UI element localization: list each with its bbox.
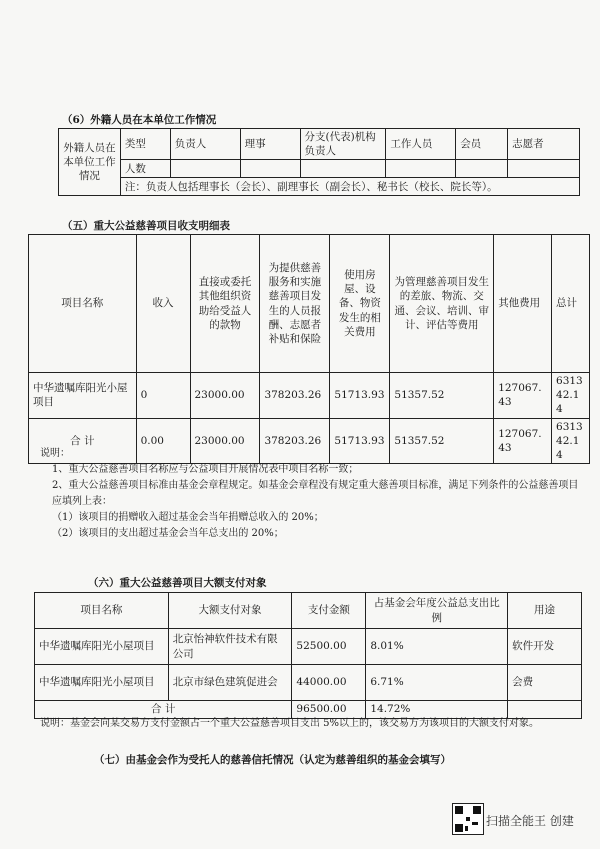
table-row <box>35 629 582 665</box>
cell-total: 631342.14 <box>552 373 590 419</box>
header-cell: 直接或委托其他组织资助给受益人的款物 <box>190 235 260 373</box>
cell-project: 中华遗嘱库阳光小屋项目 <box>35 629 169 665</box>
cell-project: 中华遗嘱库阳光小屋项目 <box>35 665 169 701</box>
cell-facility: 51713.93 <box>330 373 390 419</box>
table-cell <box>508 160 580 178</box>
cell-payee: 北京怡神软件技术有限公司 <box>168 629 292 665</box>
header-cell: 支付金额 <box>292 593 366 629</box>
section6b-title: （六）重大公益慈善项目大额支付对象 <box>88 577 267 589</box>
header-cell: 类型 <box>120 129 170 160</box>
note-line: （1）该项目的捐赠收入超过基金会当年捐赠总收入的 20%； <box>52 512 324 523</box>
cell-grants: 23000.00 <box>190 418 260 464</box>
cell-total: 631342.14 <box>552 418 590 464</box>
cell-project: 中华遗嘱库阳光小屋项目 <box>29 373 137 419</box>
header-cell: 工作人员 <box>386 129 456 160</box>
header-cell: 项目名称 <box>29 235 137 373</box>
header-cell: 占基金会年度公益总支出比例 <box>366 593 508 629</box>
scanner-watermark: 扫描全能王 创建 <box>486 814 574 828</box>
major-projects-table <box>28 234 590 464</box>
large-payments-table <box>34 592 582 719</box>
cell-amount: 44000.00 <box>292 665 366 701</box>
table-cell <box>386 160 456 178</box>
cell-income: 0 <box>136 373 190 419</box>
cell-total-amount: 96500.00 <box>292 701 366 719</box>
section5-notes <box>40 446 580 542</box>
qr-code-icon <box>452 803 484 835</box>
section6b-note: 说明：基金会向某交易方支付金额占一个重大公益慈善项目支出 5%以上的，该交易方为该项目的大额支付对象。 <box>40 718 540 729</box>
note-line: 1、重大公益慈善项目名称应与公益项目开展情况表中项目名称一致； <box>52 464 359 475</box>
note-line: 说明： <box>40 448 70 459</box>
header-cell: 为管理慈善项目发生的差旅、物流、交通、会议、培训、审计、评估等费用 <box>390 235 494 373</box>
cell-income: 0.00 <box>136 418 190 464</box>
section5-title: （五）重大公益慈善项目收支明细表 <box>62 220 230 232</box>
table-row <box>29 373 590 419</box>
header-cell: 会员 <box>456 129 508 160</box>
cell-total-label: 合 计 <box>35 701 292 719</box>
cell-other: 127067.43 <box>494 373 552 419</box>
table-cell <box>300 160 386 178</box>
header-cell: 其他费用 <box>494 235 552 373</box>
header-cell: 收入 <box>136 235 190 373</box>
header-cell: 大额支付对象 <box>168 593 292 629</box>
header-cell: 使用房屋、设备、物资发生的相关费用 <box>330 235 390 373</box>
header-cell: 志愿者 <box>508 129 580 160</box>
cell-project: 合 计 <box>29 418 137 464</box>
table-cell <box>240 160 300 178</box>
cell-facility: 51713.93 <box>330 418 390 464</box>
cell-purpose: 会费 <box>508 665 582 701</box>
section6-title: （6）外籍人员在本单位工作情况 <box>62 114 217 126</box>
cell-other: 127067.43 <box>494 418 552 464</box>
cell-admin: 51357.52 <box>390 373 494 419</box>
row-label: 外籍人员在本单位工作情况 <box>59 129 121 196</box>
cell-admin: 51357.52 <box>390 418 494 464</box>
cell-purpose: 软件开发 <box>508 629 582 665</box>
note-line: （2）该项目的支出超过基金会当年总支出的 20%； <box>52 528 284 539</box>
table-cell <box>170 160 240 178</box>
count-label: 人数 <box>120 160 170 178</box>
cell-amount: 52500.00 <box>292 629 366 665</box>
table-row <box>35 665 582 701</box>
header-cell: 项目名称 <box>35 593 169 629</box>
cell-grants: 23000.00 <box>190 373 260 419</box>
header-cell: 总计 <box>552 235 590 373</box>
cell-payee: 北京市绿色建筑促进会 <box>168 665 292 701</box>
cell-ratio: 6.71% <box>366 665 508 701</box>
table-cell <box>456 160 508 178</box>
cell-staff: 378203.26 <box>260 418 330 464</box>
header-cell: 负责人 <box>170 129 240 160</box>
table-note: 注：负责人包括理事长（会长）、副理事长（副会长）、秘书长（校长、院长等）。 <box>120 178 579 196</box>
header-cell: 理事 <box>240 129 300 160</box>
section7-title: （七）由基金会作为受托人的慈善信托情况（认定为慈善组织的基金会填写） <box>94 754 451 766</box>
note-line: 2、重大公益慈善项目标准由基金会章程规定。如基金会章程没有规定重大慈善项目标准，满足下列条件的公益慈善项目应填列上表： <box>52 480 579 507</box>
cell-staff: 378203.26 <box>260 373 330 419</box>
foreign-staff-table <box>58 128 580 196</box>
header-cell: 用途 <box>508 593 582 629</box>
header-cell: 为提供慈善服务和实施慈善项目发生的人员报酬、志愿者补贴和保险 <box>260 235 330 373</box>
cell-ratio: 8.01% <box>366 629 508 665</box>
cell-total-ratio: 14.72% <box>366 701 508 719</box>
header-cell: 分支(代表)机构负责人 <box>300 129 386 160</box>
